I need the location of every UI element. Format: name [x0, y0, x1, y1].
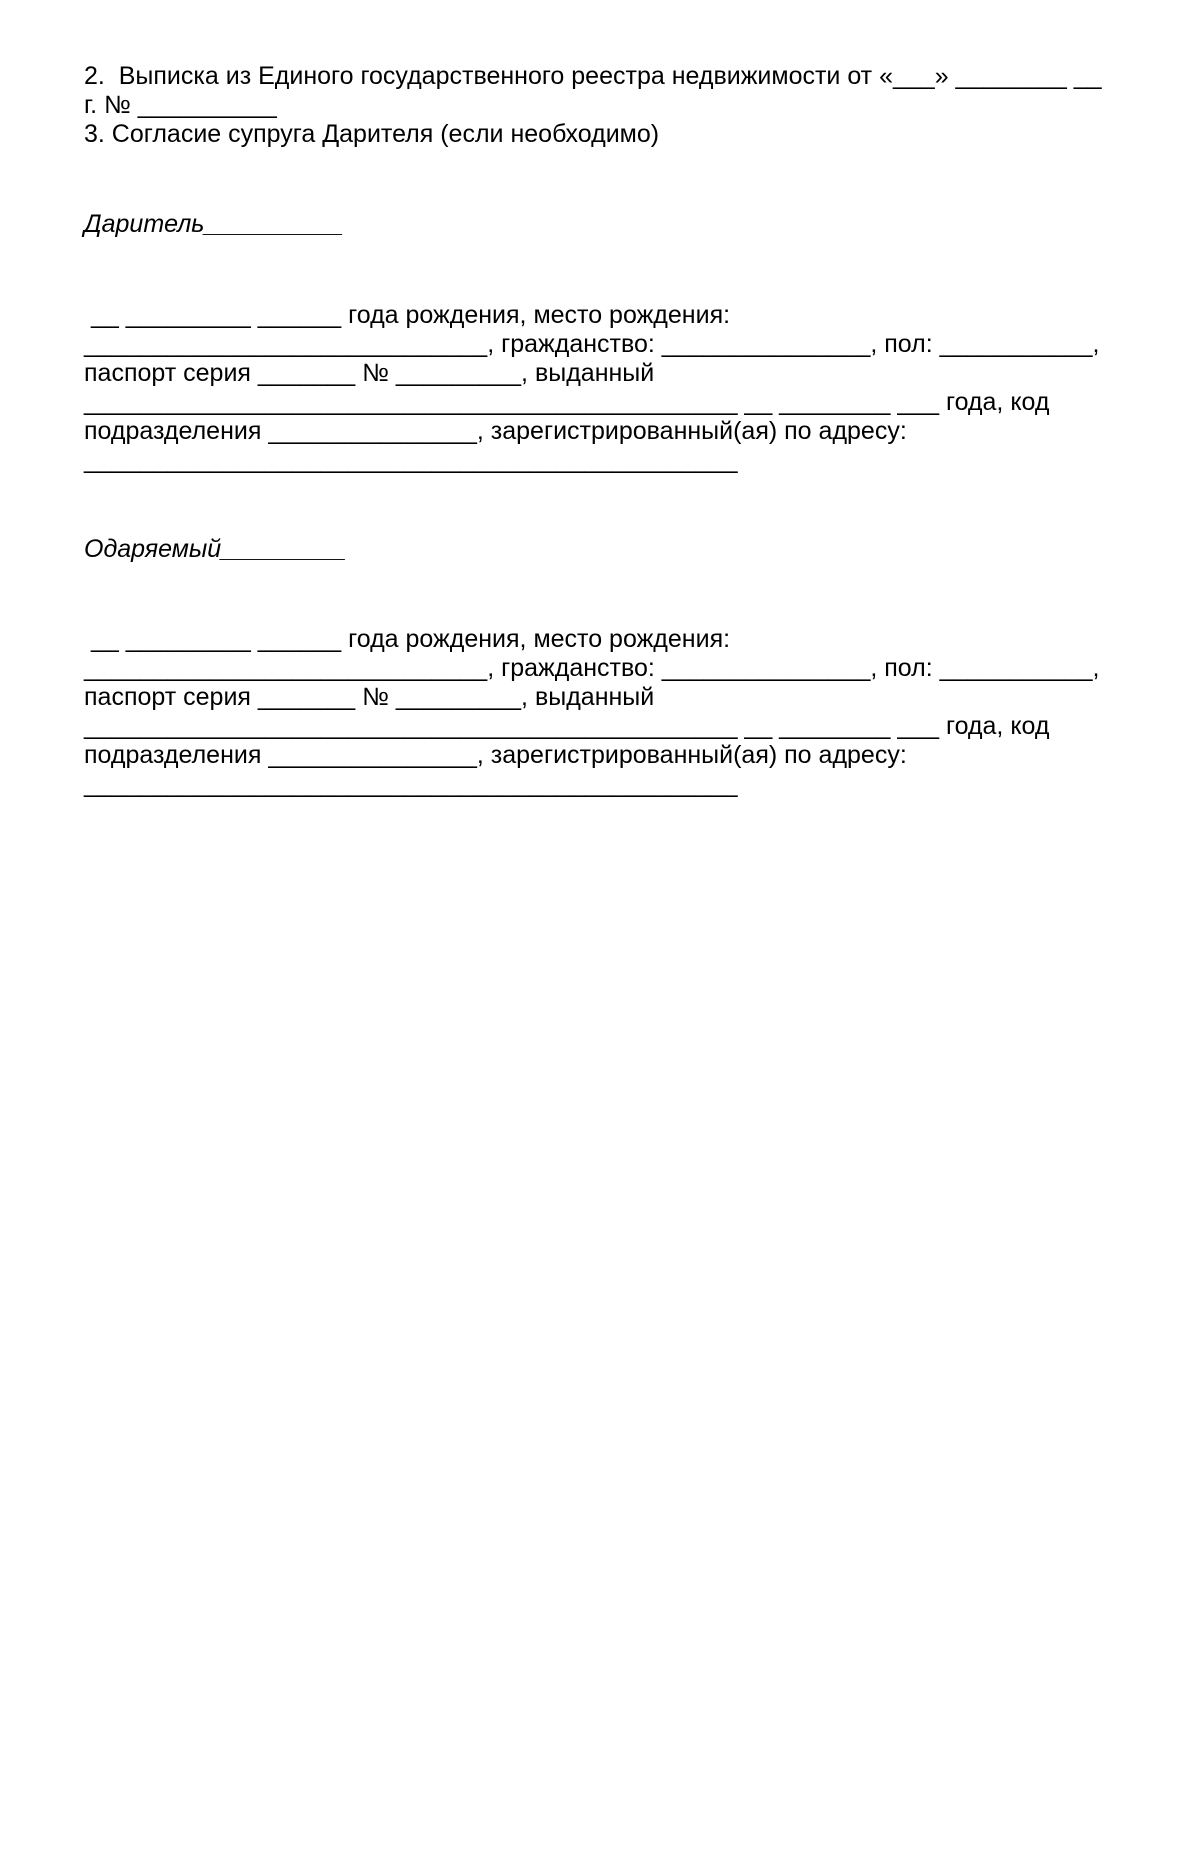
attachment-item-3: 3. Согласие супруга Дарителя (если необходимо): [84, 120, 660, 148]
donee-birth-line: __ _________ ______ года рождения, место рождения:: [84, 625, 731, 653]
donee-details: [84, 625, 1144, 799]
donee-passport-line: паспорт серия _______ № _________, выданный: [84, 683, 655, 711]
donor-details: [84, 301, 1144, 475]
donor-heading: Даритель__________: [84, 210, 344, 238]
donor-passport-line: паспорт серия _______ № _________, выданный: [84, 359, 655, 387]
donee-issued-line: _______________________________________________ __ ________ ___ года, код: [84, 712, 1050, 740]
donee-section: [84, 535, 1144, 564]
donor-address-line: подразделения _______________, зарегистрированный(ая) по адресу:: [84, 417, 907, 445]
donee-address-blank: _______________________________________________: [84, 770, 738, 798]
donor-birth-line: __ _________ ______ года рождения, место рождения:: [84, 301, 731, 329]
donee-heading: Одаряемый_________: [84, 535, 347, 563]
donee-address-line: подразделения _______________, зарегистрированный(ая) по адресу:: [84, 741, 907, 769]
donor-citizenship-line: _____________________________, гражданство: _______________, пол: ___________,: [84, 330, 1100, 358]
donor-section: [84, 210, 1144, 239]
donor-issued-line: _______________________________________________ __ ________ ___ года, код: [84, 388, 1050, 416]
attachments-list: [84, 62, 1144, 149]
donor-address-blank: _______________________________________________: [84, 446, 738, 474]
attachment-item-2-continuation: г. № __________: [84, 91, 277, 119]
attachment-item-2: 2. Выписка из Единого государственного реестра недвижимости от «___» ________ __: [84, 62, 1102, 90]
donee-citizenship-line: _____________________________, гражданство: _______________, пол: ___________,: [84, 654, 1100, 682]
